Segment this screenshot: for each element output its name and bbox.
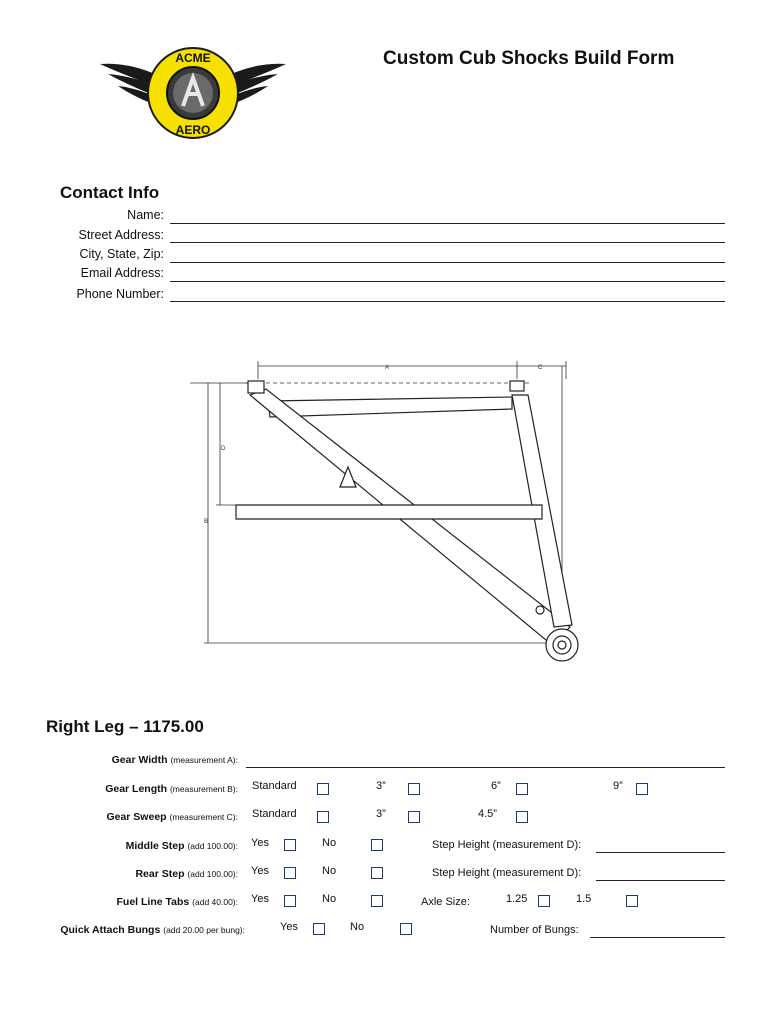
axle-size-1-5-label: 1.5 xyxy=(576,893,592,905)
street-label: Street Address: xyxy=(78,228,164,242)
quick-attach-no-label: No xyxy=(350,921,365,933)
logo-bottom-text: AERO xyxy=(175,123,211,137)
quick-attach-yes-checkbox[interactable] xyxy=(313,923,325,935)
rear-step-yes-label: Yes xyxy=(251,865,269,877)
gear-length-note: (measurement B): xyxy=(169,784,238,794)
fuel-line-tabs-no-label: No xyxy=(322,893,337,905)
street-field[interactable] xyxy=(170,242,725,243)
fuel-line-tabs-label xyxy=(0,896,238,908)
phone-field[interactable] xyxy=(170,301,725,302)
name-label: Name: xyxy=(127,208,164,222)
axle-size-1-25-checkbox[interactable] xyxy=(538,895,550,907)
axle-size-1-5-checkbox[interactable] xyxy=(626,895,638,907)
rear-step-height-label: Step Height (measurement D): xyxy=(432,867,582,879)
middle-step-height-field[interactable] xyxy=(596,852,725,853)
gear-sweep-4-5-checkbox[interactable] xyxy=(516,811,528,823)
dim-label-a: A xyxy=(385,365,390,371)
quick-attach-no-checkbox[interactable] xyxy=(400,923,412,935)
middle-step-yes-checkbox[interactable] xyxy=(284,839,296,851)
rear-step-no-checkbox[interactable] xyxy=(371,867,383,879)
rear-step-note: (add 100.00): xyxy=(187,869,238,879)
number-of-bungs-label: Number of Bungs: xyxy=(490,924,579,936)
gear-length-3-checkbox[interactable] xyxy=(408,783,420,795)
axle-size-1-25-label: 1.25 xyxy=(506,893,528,905)
quick-attach-label xyxy=(0,924,245,936)
dim-label-d: D xyxy=(221,446,226,452)
fuel-line-tabs-title: Fuel Line Tabs xyxy=(116,896,190,908)
middle-step-yes-label: Yes xyxy=(251,837,269,849)
form-title: Custom Cub Shocks Build Form xyxy=(383,48,675,69)
gear-width-note: (measurement A): xyxy=(170,755,238,765)
number-of-bungs-field[interactable] xyxy=(590,937,725,938)
axle-size-label: Axle Size: xyxy=(421,896,470,908)
middle-step-note: (add 100.00): xyxy=(187,841,238,851)
gear-length-9-label: 9” xyxy=(613,780,623,792)
phone-label: Phone Number: xyxy=(76,287,164,301)
middle-step-height-label: Step Height (measurement D): xyxy=(432,839,582,851)
quick-attach-title: Quick Attach Bungs xyxy=(60,924,161,936)
dim-label-b: B xyxy=(204,519,209,525)
fuel-line-tabs-note: (add 40.00): xyxy=(192,897,238,907)
gear-sweep-note: (measurement C): xyxy=(169,812,238,822)
gear-width-label xyxy=(0,754,238,766)
rear-step-yes-checkbox[interactable] xyxy=(284,867,296,879)
fuel-line-tabs-no-checkbox[interactable] xyxy=(371,895,383,907)
gear-length-title: Gear Length xyxy=(105,783,168,795)
quick-attach-note: (add 20.00 per bung): xyxy=(163,925,245,935)
gear-length-9-checkbox[interactable] xyxy=(636,783,648,795)
gear-length-standard-label: Standard xyxy=(252,780,297,792)
middle-step-no-checkbox[interactable] xyxy=(371,839,383,851)
rear-step-label xyxy=(0,868,238,880)
acme-aero-logo xyxy=(98,46,288,140)
rear-step-title: Rear Step xyxy=(135,868,185,880)
gear-sweep-title: Gear Sweep xyxy=(106,811,167,823)
middle-step-title: Middle Step xyxy=(125,840,185,852)
city-field[interactable] xyxy=(170,262,725,263)
logo-top-text: ACME xyxy=(175,51,211,65)
right-leg-heading: Right Leg – 1175.00 xyxy=(46,717,204,736)
gear-sweep-standard-label: Standard xyxy=(252,808,297,820)
contact-heading: Contact Info xyxy=(60,183,160,202)
logo-graphic xyxy=(98,46,288,140)
gear-sweep-3-checkbox[interactable] xyxy=(408,811,420,823)
middle-step-no-label: No xyxy=(322,837,337,849)
fuel-line-tabs-yes-label: Yes xyxy=(251,893,269,905)
gear-sweep-3-label: 3” xyxy=(376,808,386,820)
gear-width-title: Gear Width xyxy=(111,754,168,766)
middle-step-label xyxy=(0,840,238,852)
gear-sweep-4-5-label: 4.5” xyxy=(478,808,497,820)
gear-length-3-label: 3” xyxy=(376,780,386,792)
gear-length-6-checkbox[interactable] xyxy=(516,783,528,795)
dim-label-c: C xyxy=(538,365,543,371)
gear-leg-diagram xyxy=(190,355,590,675)
gear-length-label xyxy=(0,783,238,795)
fuel-line-tabs-yes-checkbox[interactable] xyxy=(284,895,296,907)
gear-sweep-label xyxy=(0,811,238,823)
email-field[interactable] xyxy=(170,281,725,282)
name-field[interactable] xyxy=(170,223,725,224)
rear-step-no-label: No xyxy=(322,865,337,877)
city-label: City, State, Zip: xyxy=(79,247,164,261)
quick-attach-yes-label: Yes xyxy=(280,921,298,933)
gear-width-field[interactable] xyxy=(246,767,725,768)
rear-step-height-field[interactable] xyxy=(596,880,725,881)
gear-length-standard-checkbox[interactable] xyxy=(317,783,329,795)
email-label: Email Address: xyxy=(80,266,164,280)
gear-sweep-standard-checkbox[interactable] xyxy=(317,811,329,823)
gear-length-6-label: 6” xyxy=(491,780,501,792)
